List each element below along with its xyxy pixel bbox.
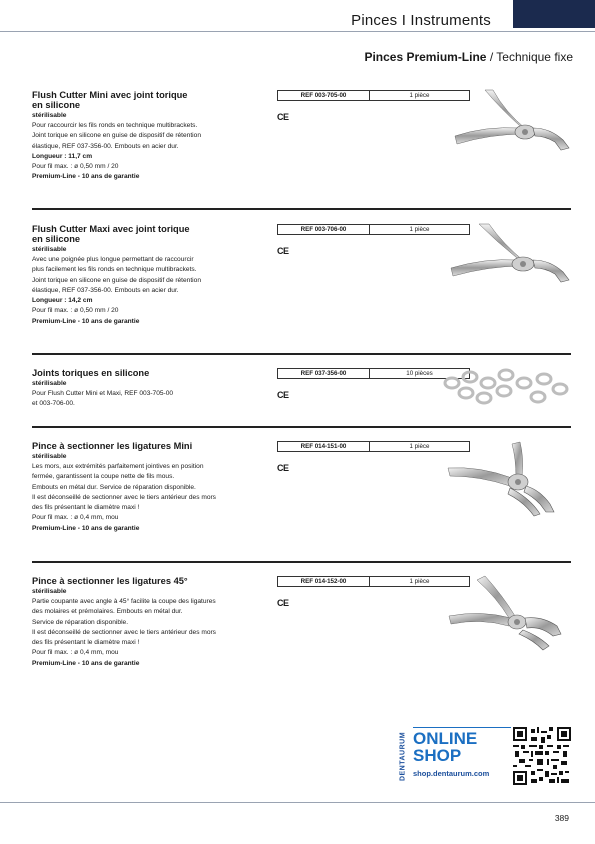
- silicone-rings-image: [440, 365, 575, 410]
- subtitle-bold: Pinces Premium-Line: [364, 50, 487, 64]
- qr-code-icon[interactable]: [513, 727, 571, 785]
- section-separator: [32, 561, 571, 563]
- ref-number: REF 003-705-00: [278, 91, 370, 100]
- ref-table: [277, 90, 470, 101]
- desc-line: Service de réparation disponible.: [32, 618, 129, 626]
- warranty-text: Premium-Line - 10 ans de garantie: [32, 524, 140, 532]
- product-description: [32, 597, 264, 669]
- desc-line: Avec une poignée plus longue permettant de raccourcir: [32, 256, 194, 263]
- ce-mark: CE: [277, 390, 289, 400]
- shop-text: SHOP: [413, 746, 462, 765]
- product-description: [32, 121, 264, 183]
- shop-url-link[interactable]: shop.dentaurum.com: [413, 769, 490, 778]
- ligature-cutter-45-image: [445, 572, 575, 657]
- section-separator: [32, 208, 571, 210]
- desc-line: élastique, REF 037-356-00. Embouts en acier dur.: [32, 142, 179, 150]
- shop-top-line: [413, 727, 511, 728]
- sterile-label: stérilisable: [32, 453, 67, 460]
- page-subtitle: [364, 50, 573, 64]
- quantity: 1 pièce: [409, 92, 430, 99]
- wire-text: Pour fil max. : ø 0,50 mm / 20: [32, 307, 119, 315]
- desc-line: Embouts en métal dur. Service de réparation disponible.: [32, 483, 196, 491]
- brand-vertical: [397, 727, 409, 789]
- desc-line: Partie coupante avec angle à 45° facilite la coupe des ligatures: [32, 598, 216, 605]
- ref-table: [277, 576, 470, 587]
- flush-cutter-maxi-image: [445, 222, 575, 297]
- desc-line: Joint torique en silicone en guise de dispositif de rétention: [32, 132, 201, 140]
- product-description: [32, 255, 264, 327]
- quantity: 10 pièces: [406, 370, 433, 377]
- ref-number: REF 003-706-00: [278, 225, 370, 234]
- page-header-title: Pinces I Instruments: [351, 12, 491, 29]
- product-description: [32, 389, 264, 410]
- header-divider: [0, 31, 595, 32]
- footer-divider: [0, 802, 595, 803]
- wire-text: Pour fil max. : ø 0,4 mm, mou: [32, 649, 119, 657]
- product-title-line: en silicone: [32, 100, 81, 110]
- sterile-label: stérilisable: [32, 112, 67, 119]
- desc-line: Pour raccourcir les fils ronds en technique multibrackets.: [32, 122, 198, 129]
- sterile-label: stérilisable: [32, 246, 67, 253]
- product-description: [32, 462, 264, 534]
- subtitle-rest: / Technique fixe: [486, 50, 573, 64]
- warranty-text: Premium-Line - 10 ans de garantie: [32, 317, 140, 325]
- flush-cutter-mini-image: [445, 88, 575, 163]
- product-title: [32, 90, 242, 110]
- desc-line: fermée, garantissent la coupe nette de fils mous.: [32, 473, 175, 481]
- wire-text: Pour fil max. : ø 0,4 mm, mou: [32, 514, 119, 522]
- desc-line: plus facilement les fils ronds en technique multibrackets.: [32, 266, 197, 274]
- product-title: [32, 224, 242, 244]
- quantity: 1 pièce: [409, 226, 430, 233]
- desc-line: Joint torique en silicone en guise de dispositif de rétention: [32, 276, 201, 284]
- desc-line: Les mors, aux extrémités parfaitement jointives en position: [32, 463, 204, 470]
- wire-text: Pour fil max. : ø 0,50 mm / 20: [32, 163, 119, 171]
- desc-line: des fils présentant le diamètre maxi !: [32, 639, 140, 647]
- product-title-line: Flush Cutter Mini avec joint torique: [32, 90, 188, 100]
- product-title-line: Flush Cutter Maxi avec joint torique: [32, 224, 190, 234]
- ce-mark: CE: [277, 463, 289, 473]
- sterile-label: stérilisable: [32, 380, 67, 387]
- desc-line: des fils présentant le diamètre maxi !: [32, 504, 140, 512]
- product-title: Pince à sectionner les ligatures 45°: [32, 576, 188, 586]
- warranty-text: Premium-Line - 10 ans de garantie: [32, 173, 140, 181]
- brand-block: [513, 0, 595, 28]
- desc-line: des molaires et prémolaires. Embouts en métal dur.: [32, 608, 183, 616]
- desc-line: Il est déconseillé de sectionner avec le tiers antérieur des mors: [32, 493, 216, 501]
- ref-number: REF 014-151-00: [278, 442, 370, 451]
- quantity: 1 pièce: [409, 443, 430, 450]
- ligature-cutter-mini-image: [440, 438, 575, 523]
- desc-line: élastique, REF 037-356-00. Embouts en acier dur.: [32, 286, 179, 294]
- online-text: ONLINE: [413, 729, 478, 748]
- desc-line: Pour Flush Cutter Mini et Maxi, REF 003-705-00: [32, 390, 174, 397]
- warranty-text: Premium-Line - 10 ans de garantie: [32, 659, 140, 667]
- page-number: 389: [554, 813, 569, 823]
- ref-number: REF 037-356-00: [278, 369, 370, 378]
- ce-mark: CE: [277, 598, 289, 608]
- desc-line: Il est déconseillé de sectionner avec le tiers antérieur des mors: [32, 628, 216, 636]
- product-title: Joints toriques en silicone: [32, 368, 150, 378]
- desc-line: et 003-706-00.: [32, 400, 75, 408]
- sterile-label: stérilisable: [32, 588, 67, 595]
- product-title: Pince à sectionner les ligatures Mini: [32, 441, 193, 451]
- length-text: Longueur : 14,2 cm: [32, 297, 93, 305]
- section-separator: [32, 353, 571, 355]
- product-title-line: en silicone: [32, 234, 81, 244]
- brand-name: DENTAURUM: [399, 731, 407, 782]
- length-text: Longueur : 11,7 cm: [32, 152, 93, 160]
- ce-mark: CE: [277, 112, 289, 122]
- section-separator: [32, 426, 571, 428]
- quantity: 1 pièce: [409, 578, 430, 585]
- ref-number: REF 014-152-00: [278, 577, 370, 586]
- ce-mark: CE: [277, 246, 289, 256]
- ref-table: [277, 224, 470, 235]
